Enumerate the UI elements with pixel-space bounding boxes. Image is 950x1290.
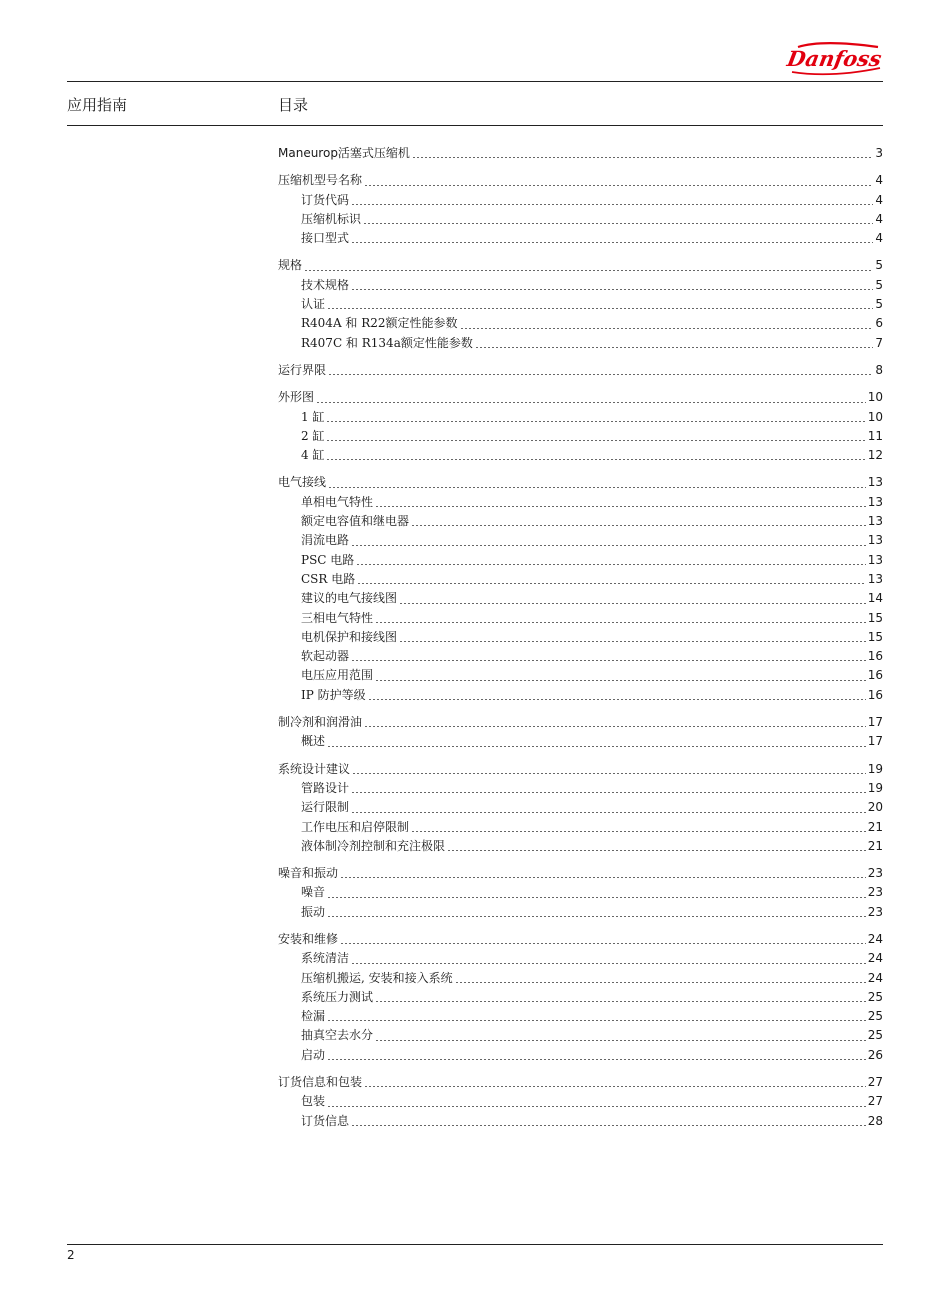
toc-entry-page: 16 [867,687,883,702]
toc-entry-title: 运行限制 [301,800,350,815]
dot-leader [327,1106,866,1107]
dot-leader [327,1020,866,1021]
toc-subentry[interactable] [278,589,883,608]
dot-leader [412,157,873,158]
toc-entry-title: 包装 [301,1094,326,1109]
dot-leader [364,185,873,186]
dot-leader [327,1059,866,1060]
toc-entry-page: 3 [875,146,883,160]
toc-subentry[interactable] [278,210,883,229]
toc-entry-title: 涓流电路 [301,533,350,548]
toc-subentry[interactable] [278,1026,883,1045]
document-type-title: 应用指南 [67,96,128,114]
toc-entry-page: 17 [867,734,883,749]
toc-subentry[interactable] [278,551,883,570]
toc-subentry[interactable] [278,1007,883,1026]
toc-subentry[interactable] [278,427,883,446]
toc-entry-page: 10 [867,409,883,424]
toc-subentry[interactable] [278,779,883,798]
toc-entry-title: 系统设计建议 [278,761,351,776]
toc-entry[interactable] [278,144,883,163]
toc-section [278,760,883,856]
toc-section [278,361,883,380]
toc-entry-page: 28 [867,1113,883,1128]
toc-entry[interactable] [278,171,883,190]
toc-entry-title: 电机保护和接线图 [301,629,398,644]
toc-subentry[interactable] [278,903,883,922]
toc-entry[interactable] [278,361,883,380]
toc-entry-page: 25 [867,1009,883,1024]
toc-subentry[interactable] [278,493,883,512]
dot-leader [375,680,866,681]
dot-leader [340,943,866,944]
toc-entry[interactable] [278,388,883,407]
toc-subentry[interactable] [278,798,883,817]
toc-entry[interactable] [278,930,883,949]
toc-entry-page: 4 [875,173,883,188]
toc-entry-title: 外形图 [278,390,315,405]
dot-leader [357,583,865,584]
toc-entry-page: 13 [867,475,883,490]
dot-leader [328,487,866,488]
table-of-contents [278,144,883,1139]
dot-leader [327,916,866,917]
toc-entry[interactable] [278,1073,883,1092]
toc-subentry[interactable] [278,686,883,705]
toc-entry-title: 额定电容值和继电器 [301,514,410,529]
toc-subentry[interactable] [278,229,883,248]
toc-subentry[interactable] [278,295,883,314]
dot-leader [399,603,866,604]
toc-section [278,864,883,922]
toc-entry-title: 单相电气特性 [301,494,374,509]
toc-entry-title: 接口型式 [301,231,350,246]
dot-leader [375,1040,866,1041]
toc-entry-page: 19 [867,780,883,795]
toc-entry-title: 订货代码 [301,192,350,207]
toc-entry-page: 15 [867,629,883,644]
toc-entry[interactable] [278,473,883,492]
toc-entry-title: CSR 电路 [301,571,356,586]
dot-leader [326,421,865,422]
toc-entry[interactable] [278,864,883,883]
toc-entry-page: 15 [867,610,883,625]
toc-entry-title: 运行界限 [278,362,327,377]
dot-leader [328,374,873,375]
dot-leader [351,963,866,964]
toc-entry-page: 24 [867,931,883,946]
toc-entry-page: 26 [867,1047,883,1062]
toc-heading: 目录 [278,96,309,114]
toc-entry-page: 16 [867,668,883,683]
toc-section [278,713,883,752]
toc-entry-title: Maneurop活塞式压缩机 [278,146,410,160]
toc-entry-title: 安装和维修 [278,931,339,946]
toc-entry-title: 压缩机搬运, 安装和接入系统 [301,970,453,985]
dot-leader [447,850,866,851]
dot-leader [375,506,866,507]
toc-entry-page: 4 [875,192,883,207]
toc-entry-title: IP 防护等级 [301,687,366,702]
toc-entry-title: 系统压力测试 [301,989,374,1004]
toc-entry-title: 压缩机型号名称 [278,173,363,188]
toc-entry-page: 19 [867,761,883,776]
toc-entry-page: 27 [867,1075,883,1090]
toc-subentry[interactable] [278,1046,883,1065]
toc-entry-title: 订货信息 [301,1113,350,1128]
toc-subentry[interactable] [278,512,883,531]
toc-section [278,930,883,1065]
dot-leader [363,223,873,224]
dot-leader [411,525,866,526]
toc-entry-title: 概述 [301,734,326,749]
toc-subentry[interactable] [278,837,883,856]
toc-subentry[interactable] [278,446,883,465]
dot-leader [326,459,865,460]
toc-entry-page: 13 [867,552,883,567]
toc-entry-page: 6 [875,316,883,331]
toc-entry-title: 技术规格 [301,277,350,292]
toc-section [278,144,883,163]
toc-subentry[interactable] [278,818,883,837]
toc-entry-page: 13 [867,514,883,529]
toc-subentry[interactable] [278,628,883,647]
dot-leader [351,660,866,661]
toc-entry-page: 21 [867,838,883,853]
toc-entry[interactable] [278,760,883,779]
toc-subentry[interactable] [278,949,883,968]
toc-subentry[interactable] [278,988,883,1007]
toc-entry-title: R407C 和 R134a额定性能参数 [301,335,473,350]
toc-subentry[interactable] [278,647,883,666]
toc-entry-title: 噪音和振动 [278,866,339,881]
toc-entry-page: 5 [875,258,883,273]
dot-leader [356,564,865,565]
header-rule [67,81,883,82]
toc-entry-page: 21 [867,819,883,834]
toc-entry-title: R404A 和 R22额定性能参数 [301,316,458,331]
toc-entry-title: 软起动器 [301,649,350,664]
toc-entry-page: 10 [867,390,883,405]
toc-entry-title: 三相电气特性 [301,610,374,625]
toc-subentry[interactable] [278,191,883,210]
dot-leader [316,402,866,403]
toc-entry-title: 规格 [278,258,303,273]
dot-leader [368,699,866,700]
toc-subentry[interactable] [278,1112,883,1131]
toc-subentry[interactable] [278,276,883,295]
toc-entry-page: 20 [867,800,883,815]
toc-entry-title: PSC 电路 [301,552,355,567]
toc-entry-page: 17 [867,715,883,730]
toc-subentry[interactable] [278,969,883,988]
toc-entry-page: 24 [867,951,883,966]
dot-leader [327,897,866,898]
toc-subentry[interactable] [278,570,883,589]
toc-subentry[interactable] [278,666,883,685]
toc-entry-title: 振动 [301,904,326,919]
dot-leader [455,982,866,983]
dot-leader [351,289,873,290]
toc-entry-page: 4 [875,231,883,246]
toc-entry-title: 启动 [301,1047,326,1062]
toc-entry-title: 2 缸 [301,428,325,443]
dot-leader [351,792,866,793]
toc-subentry[interactable] [278,609,883,628]
dot-leader [326,440,865,441]
toc-entry-title: 订货信息和包装 [278,1075,363,1090]
toc-entry-title: 系统清洁 [301,951,350,966]
toc-entry-title: 1 缸 [301,409,325,424]
toc-entry-title: 噪音 [301,885,326,900]
toc-entry-title: 认证 [301,297,326,312]
toc-entry-title: 液体制冷剂控制和充注极限 [301,838,446,853]
toc-subentry[interactable] [278,732,883,751]
dot-leader [475,347,874,348]
dot-leader [375,1001,866,1002]
toc-entry-title: 工作电压和启停限制 [301,819,410,834]
toc-entry-page: 5 [875,297,883,312]
toc-section [278,171,883,248]
dot-leader [351,204,873,205]
toc-subentry[interactable] [278,531,883,550]
dot-leader [364,726,866,727]
toc-entry-page: 25 [867,989,883,1004]
toc-entry-title: 4 缸 [301,448,325,463]
toc-entry-page: 27 [867,1094,883,1109]
toc-entry-title: 制冷剂和润滑油 [278,715,363,730]
toc-entry-page: 23 [867,866,883,881]
toc-entry-page: 8 [875,362,883,377]
dot-leader [351,545,866,546]
toc-entry-page: 24 [867,970,883,985]
toc-entry-title: 管路设计 [301,780,350,795]
toc-section [278,1073,883,1131]
dot-leader [304,270,873,271]
toc-entry-title: 压缩机标识 [301,211,362,226]
toc-entry[interactable] [278,713,883,732]
dot-leader [352,773,866,774]
heading-rule [67,125,883,126]
toc-entry-page: 16 [867,649,883,664]
dot-leader [375,622,866,623]
danfoss-logo [784,38,884,78]
toc-entry-page: 25 [867,1028,883,1043]
dot-leader [351,1125,866,1126]
dot-leader [327,308,873,309]
toc-entry-title: 检漏 [301,1009,326,1024]
dot-leader [327,746,866,747]
toc-subentry[interactable] [278,883,883,902]
page-number: 2 [67,1248,75,1262]
toc-entry-page: 13 [867,533,883,548]
dot-leader [340,877,866,878]
dot-leader [411,831,866,832]
toc-subentry[interactable] [278,314,883,333]
toc-entry-page: 13 [867,571,883,586]
toc-section [278,388,883,465]
dot-leader [460,328,874,329]
dot-leader [351,242,873,243]
toc-section [278,473,883,705]
dot-leader [399,641,866,642]
toc-section [278,256,883,352]
svg-text:Danfoss: Danfoss [785,46,884,71]
toc-entry-page: 14 [867,591,883,606]
footer-rule [67,1244,883,1245]
toc-entry[interactable] [278,256,883,275]
toc-entry-title: 抽真空去水分 [301,1028,374,1043]
dot-leader [364,1086,866,1087]
toc-entry-page: 4 [875,211,883,226]
toc-subentry[interactable] [278,1092,883,1111]
dot-leader [351,812,866,813]
toc-entry-page: 11 [867,428,883,443]
toc-entry-page: 13 [867,494,883,509]
toc-entry-title: 电气接线 [278,475,327,490]
toc-entry-page: 7 [875,335,883,350]
toc-entry-page: 5 [875,277,883,292]
toc-entry-title: 建议的电气接线图 [301,591,398,606]
toc-entry-page: 12 [867,448,883,463]
toc-entry-page: 23 [867,904,883,919]
toc-subentry[interactable] [278,408,883,427]
toc-entry-title: 电压应用范围 [301,668,374,683]
toc-subentry[interactable] [278,334,883,353]
toc-entry-page: 23 [867,885,883,900]
